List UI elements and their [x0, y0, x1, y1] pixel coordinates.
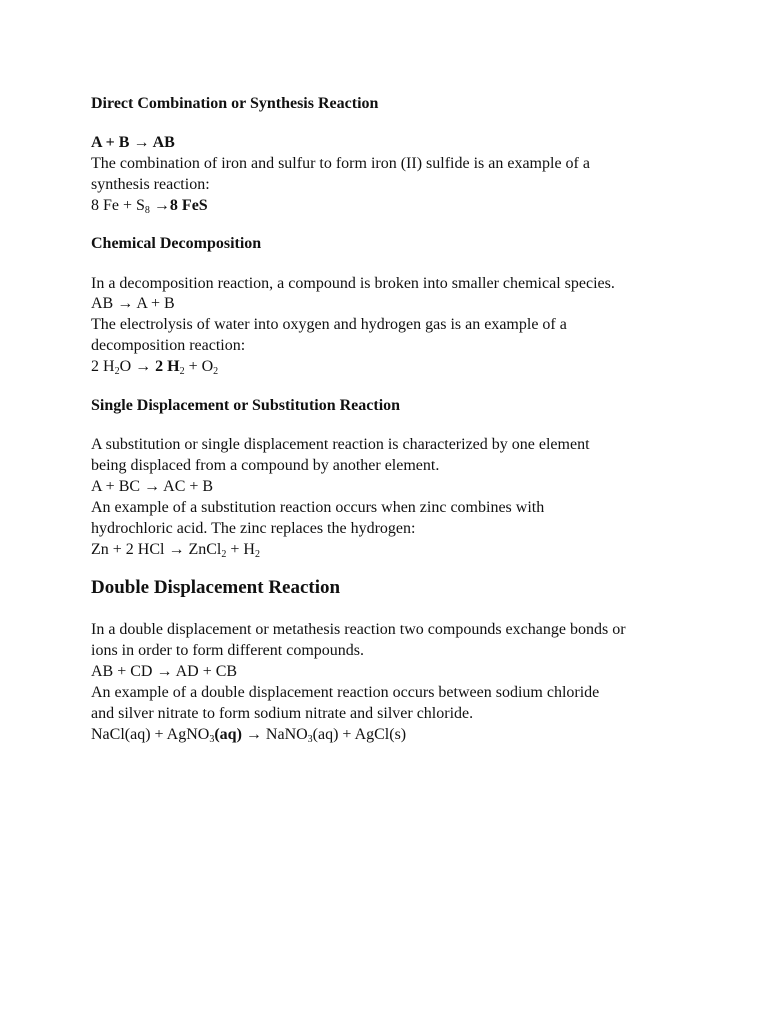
example-equation-synthesis	[91, 195, 208, 216]
subscript: 8	[144, 205, 150, 216]
paragraph-line: An example of a substitution reaction occurs when zinc combines with	[91, 499, 545, 516]
equation-part: 8 FeS	[169, 197, 208, 214]
subscript: 3	[209, 734, 215, 745]
example-equation-single-displacement	[91, 539, 260, 560]
subscript: 2	[254, 549, 260, 560]
subscript: 2	[221, 549, 227, 560]
equation-part: + O	[184, 358, 214, 375]
paragraph-line: decomposition reaction:	[91, 337, 246, 354]
paragraph-line: In a double displacement or metathesis reaction two compounds exchange bonds or	[91, 621, 626, 638]
equation-part: (aq) + AgCl(s)	[312, 726, 407, 743]
example-equation-decomposition	[91, 356, 218, 377]
paragraph-line: The electrolysis of water into oxygen and hydrogen gas is an example of a	[91, 316, 567, 333]
paragraph-line: In a decomposition reaction, a compound is broken into smaller chemical species.	[91, 275, 615, 292]
section-heading-single-displacement: Single Displacement or Substitution Reaction	[91, 397, 401, 414]
paragraph-line: synthesis reaction:	[91, 176, 210, 193]
paragraph-line: An example of a double displacement reaction occurs between sodium chloride	[91, 684, 600, 701]
general-equation-double-displacement: AB + CD → AD + CB	[91, 663, 238, 680]
equation-part: → NaNO	[241, 726, 308, 743]
paragraph-line: The combination of iron and sulfur to form iron (II) sulfide is an example of a	[91, 155, 590, 172]
paragraph-line: A substitution or single displacement reaction is characterized by one element	[91, 436, 590, 453]
paragraph-line: and silver nitrate to form sodium nitrate and silver chloride.	[91, 705, 474, 722]
equation-part: →	[149, 197, 170, 214]
equation-part: O →	[119, 358, 152, 375]
paragraph-line: hydrochloric acid. The zinc replaces the hydrogen:	[91, 520, 416, 537]
general-equation-decomposition: AB → A + B	[91, 295, 175, 312]
equation-part: + H	[226, 541, 255, 558]
section-heading-decomposition: Chemical Decomposition	[91, 235, 262, 252]
subscript: 3	[307, 734, 313, 745]
equation-part: 2 H	[155, 358, 180, 375]
subscript: 2	[179, 366, 185, 377]
equation-part: 2 H	[91, 358, 115, 375]
equation-part: (aq)	[214, 726, 242, 743]
example-equation-double-displacement	[91, 724, 406, 745]
subscript: 2	[114, 366, 120, 377]
paragraph-line: ions in order to form different compounds.	[91, 642, 364, 659]
subscript: 2	[213, 366, 219, 377]
equation-part: NaCl(aq) + AgNO	[91, 726, 210, 743]
equation-part: 8 Fe + S	[91, 197, 145, 214]
equation-part: Zn + 2 HCl → ZnCl	[91, 541, 222, 558]
general-equation-single-displacement: A + BC → AC + B	[91, 478, 214, 495]
section-heading-synthesis: Direct Combination or Synthesis Reaction	[91, 95, 379, 112]
general-equation-synthesis: A + B → AB	[91, 134, 175, 151]
section-heading-double-displacement: Double Displacement Reaction	[91, 577, 341, 598]
paragraph-line: being displaced from a compound by another element.	[91, 457, 440, 474]
